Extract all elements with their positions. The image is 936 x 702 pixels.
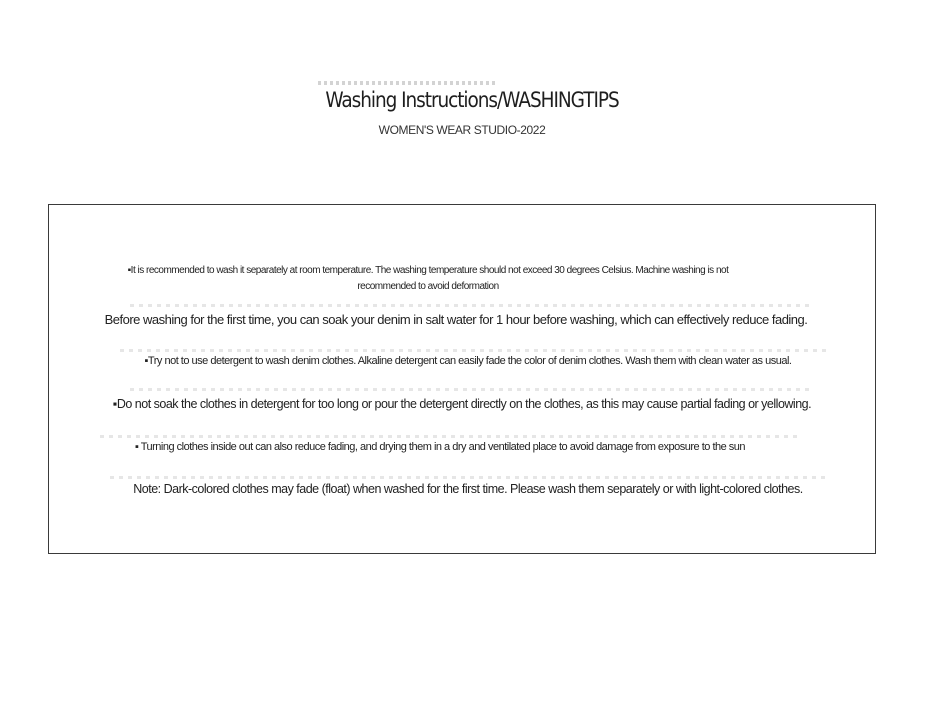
print-noise (110, 476, 830, 479)
instruction-item: Before washing for the first time, you can soak your denim in salt water for 1 hour before washing, which can effectively reduce fading. (104, 312, 808, 327)
page-title: Washing Instructions/WASHINGTIPS (325, 88, 619, 112)
page-subtitle: WOMEN'S WEAR STUDIO-2022 (378, 123, 546, 137)
print-noise (100, 435, 800, 438)
print-noise (130, 304, 810, 307)
instruction-item: ▪Try not to use detergent to wash denim clothes. Alkaline detergent can easily fade the color of denim clothes. Wash them with clean water as usual. (144, 355, 792, 367)
print-noise (130, 388, 810, 391)
header-print-noise (318, 81, 498, 85)
instructions-box (48, 204, 876, 554)
instruction-item: ▪It is recommended to wash it separately at room temperature. The washing temperature should not exceed 30 degrees Celsius. Machine washing is not recommended to avoid deformation (127, 265, 729, 292)
instruction-item: Note: Dark-colored clothes may fade (float) when washed for the first time. Please wash them separately or with light-colored clothes. (133, 482, 803, 496)
print-noise (120, 349, 830, 352)
instruction-item: ▪Do not soak the clothes in detergent for too long or pour the detergent directly on the clothes, as this may cause partial fading or yellowing. (112, 397, 812, 411)
instruction-item: ▪ Turning clothes inside out can also reduce fading, and drying them in a dry and ventilated place to avoid damage from exposure to the sun (134, 441, 746, 453)
